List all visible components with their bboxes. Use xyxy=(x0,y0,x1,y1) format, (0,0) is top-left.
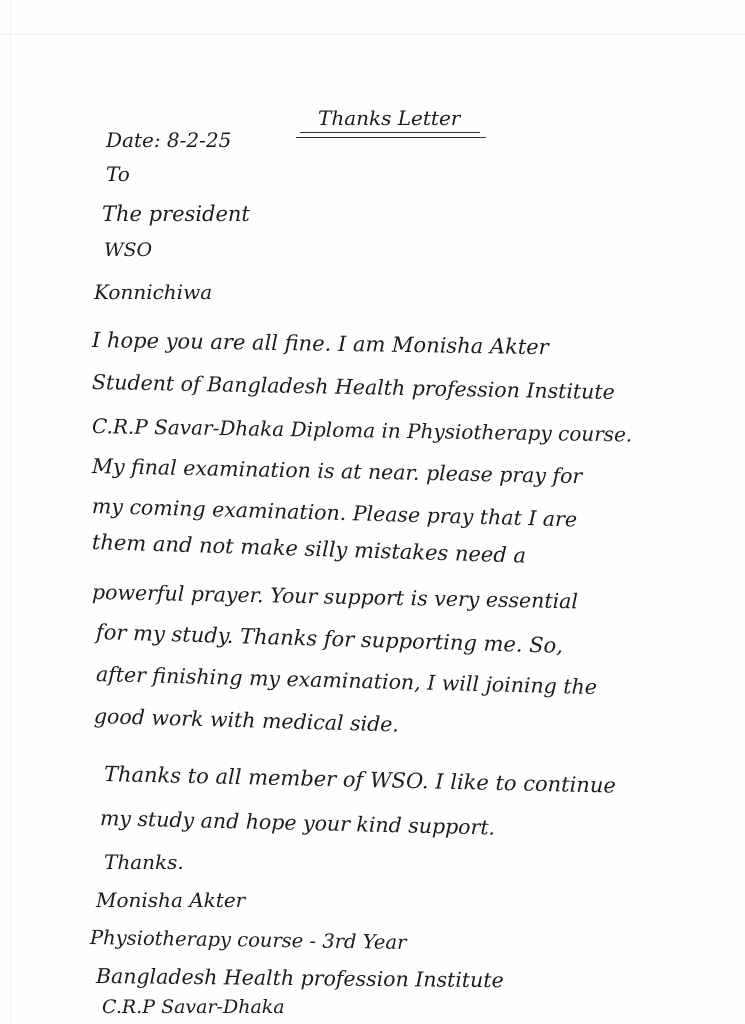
body-line: powerful prayer. Your support is very essential xyxy=(91,580,579,614)
signature-course: Physiotherapy course - 3rd Year xyxy=(89,926,407,954)
letter-greeting: Konnichiwa xyxy=(94,280,213,304)
letter-signoff: Thanks. xyxy=(104,850,184,874)
body-line: Student of Bangladesh Health profession Institute xyxy=(91,370,615,405)
signature-institute: Bangladesh Health profession Institute xyxy=(95,964,504,993)
body-line: C.R.P Savar-Dhaka Diploma in Physiotherapy course. xyxy=(91,414,633,447)
signature-location: C.R.P Savar-Dhaka xyxy=(102,996,285,1018)
paper-edge-line xyxy=(10,0,11,1024)
closing-line: Thanks to all member of WSO. I like to continue xyxy=(103,762,617,798)
body-line: my coming examination. Please pray that I are xyxy=(91,494,578,532)
body-line: good work with medical side. xyxy=(93,704,400,737)
title-underline xyxy=(300,132,480,133)
letter-date: Date: 8-2-25 xyxy=(106,128,232,152)
letter-organization: WSO xyxy=(104,239,153,261)
letter-recipient: The president xyxy=(102,202,250,226)
body-line: for my study. Thanks for supporting me. So, xyxy=(95,620,564,658)
letter-title: Thanks Letter xyxy=(318,106,461,130)
signature-name: Monisha Akter xyxy=(96,888,246,912)
body-line: after finishing my examination, I will joining the xyxy=(95,662,598,700)
body-line: My final examination is at near. please pray for xyxy=(91,454,583,489)
body-line: I hope you are all fine. I am Monisha Akter xyxy=(91,328,549,360)
body-line: them and not make silly mistakes need a xyxy=(91,530,527,568)
paper-fold-line xyxy=(0,34,745,35)
letter-to: To xyxy=(106,162,130,186)
title-underline-second xyxy=(296,137,486,138)
closing-line: my study and hope your kind support. xyxy=(99,806,496,840)
